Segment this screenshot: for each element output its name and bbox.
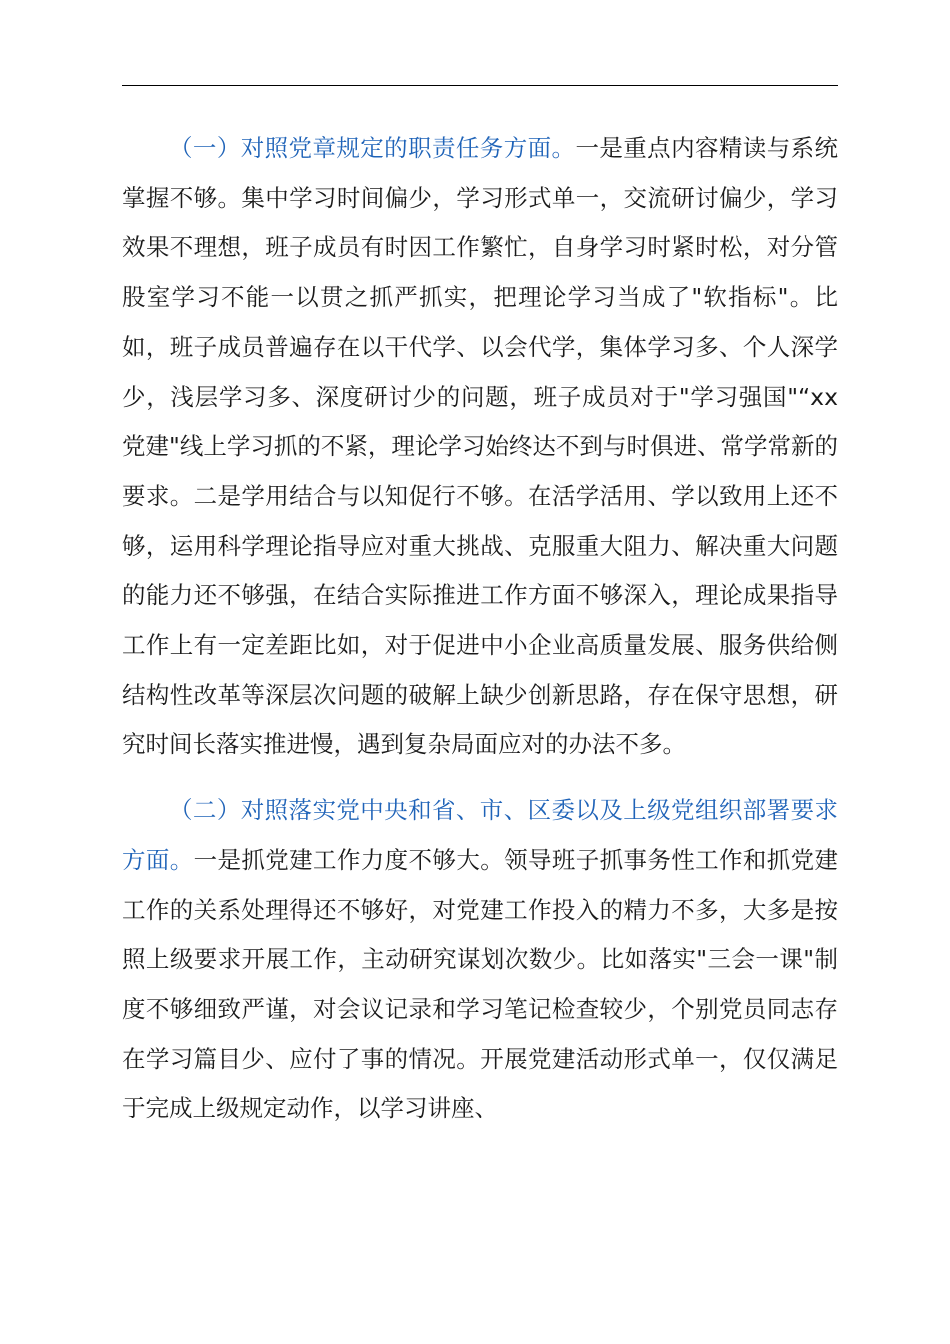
section-heading-1: （一）对照党章规定的职责任务方面。 <box>169 134 576 162</box>
header-rule <box>122 85 838 86</box>
section-paragraph-1 <box>122 124 838 770</box>
section-body-2: 一是抓党建工作力度不够大。领导班子抓事务性工作和抓党建工作的关系处理得还不够好，对党建工作投入的精力不多，大多是按照上级要求开展工作，主动研究谋划次数少。比如落实"三会一课"制度不够细致严谨，对会议记录和学习笔记检查较少，个别党员同志存在学习篇目少、应付了事的情况。开展党建活动形式单一，仅仅满足于完成上级规定动作，以学习讲座、 <box>122 845 839 1123</box>
section-paragraph-2 <box>122 786 838 1134</box>
section-body-1: 一是重点内容精读与系统掌握不够。集中学习时间偏少，学习形式单一，交流研讨偏少，学习效果不理想，班子成员有时因工作繁忙，自身学习时紧时松，对分管股室学习不能一以贯之抓严抓实，把理论学习当成了"软指标"。比如，班子成员普遍存在以干代学、以会代学，集体学习多、个人深学少，浅层学习多、深度研讨少的问题，班子成员对于"学习强国"“xx党建"线上学习抓的不紧，理论学习始终达不到与时俱进、常学常新的要求。二是学用结合与以知促行不够。在活学活用、学以致用上还不够，运用科学理论指导应对重大挑战、克服重大阻力、解决重大问题的能力还不够强，在结合实际推进工作方面不够深入，理论成果指导工作上有一定差距比如，对于促进中小企业高质量发展、服务供给侧结构性改革等深层次问题的破解上缺少创新思路，存在保守思想，研究时间长落实推进慢，遇到复杂局面应对的办法不多。 <box>122 134 839 759</box>
section-heading-2: （二）对照落实党中央和省、市、区委以及上级党组织部署要求方面。 <box>122 796 838 874</box>
document-body <box>122 124 838 1134</box>
